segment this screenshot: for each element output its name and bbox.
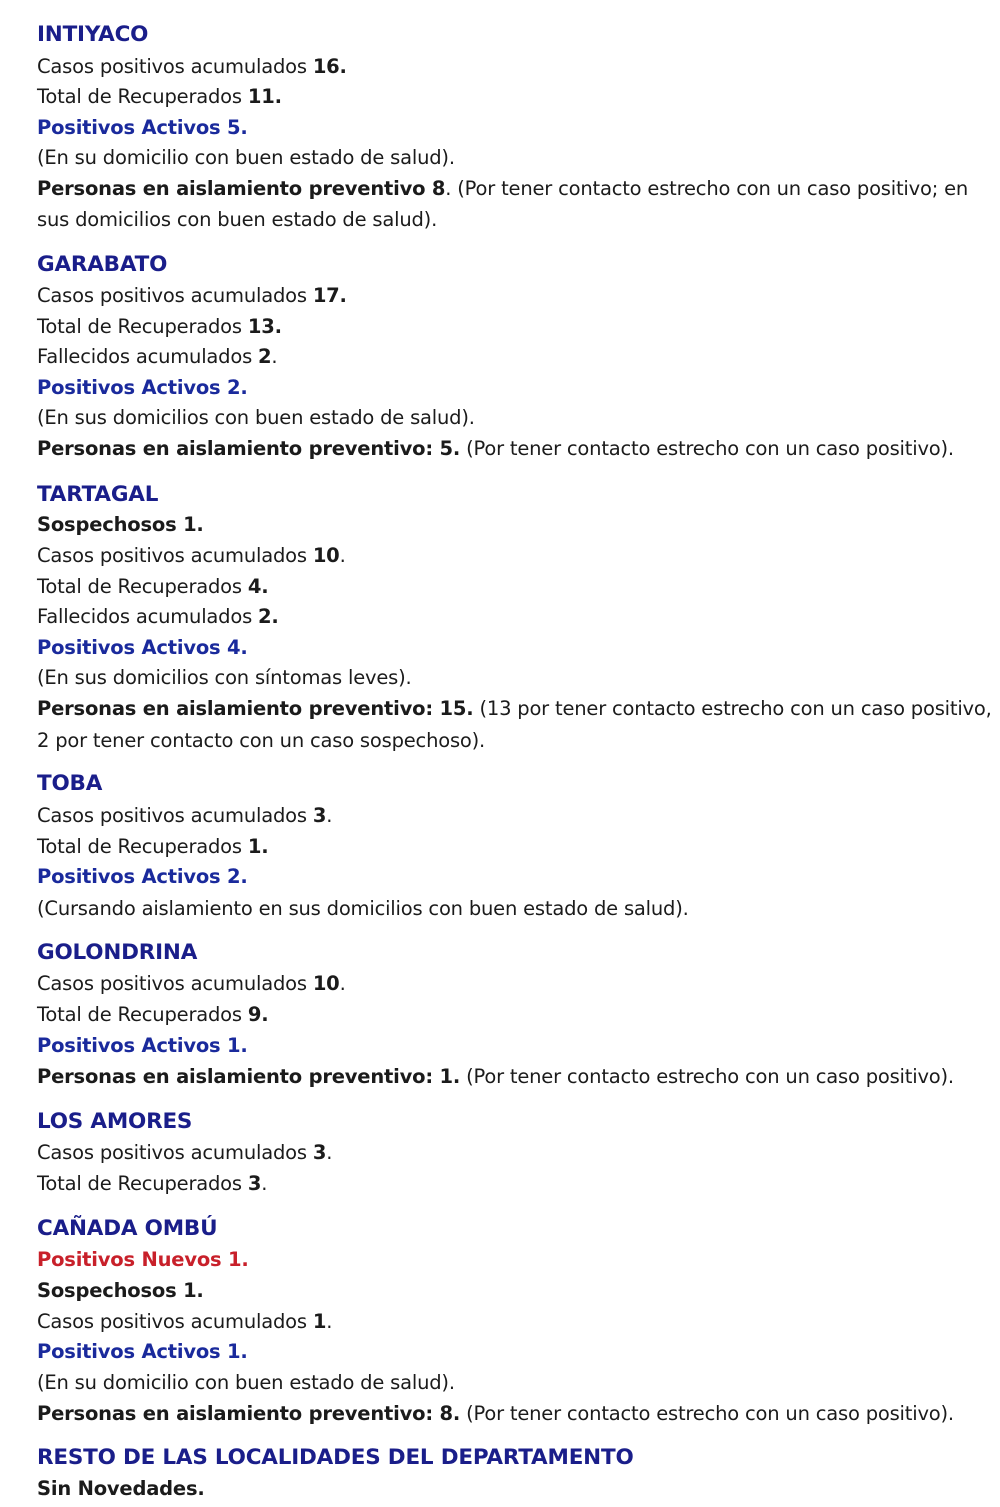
section-title: RESTO DE LAS LOCALIDADES DEL DEPARTAMENTO [37,1445,634,1470]
text-segment: . [326,1310,333,1333]
text-segment: Casos positivos acumulados [37,972,313,995]
text-segment: . (Por tener contacto estrecho con un caso positivo; en [445,177,969,200]
text-segment: . [326,1141,333,1164]
text-segment: . [326,804,333,827]
text-segment: Casos positivos acumulados [37,55,313,78]
bold-text: Sospechosos 1. [37,1279,204,1302]
text-line [37,283,347,309]
text-segment: Total de Recuperados [37,575,248,598]
text-line [37,1171,267,1197]
text-segment: 2 por tener contacto con un caso sospechoso). [37,729,486,752]
text-segment: (En sus domicilios con buen estado de salud). [37,406,475,429]
text-segment: sus domicilios con buen estado de salud). [37,208,438,231]
text-segment: Total de Recuperados [37,315,248,338]
bold-text: Personas en aislamiento preventivo: 1. [37,1065,461,1088]
text-line [37,1278,204,1304]
text-line [37,145,455,171]
bold-text: Positivos Nuevos 1. [37,1248,249,1271]
text-segment: Total de Recuperados [37,1003,248,1026]
text-line [37,1370,455,1396]
text-line [37,54,347,80]
text-line [37,84,282,110]
text-line [37,1339,248,1365]
text-segment: (Por tener contacto estrecho con un caso positivo). [460,1065,954,1088]
section-title: GARABATO [37,252,168,277]
text-line [37,207,437,233]
text-segment: . [261,1172,268,1195]
section-title: CAÑADA OMBÚ [37,1216,218,1241]
text-line [37,1309,332,1335]
bold-text: 3 [312,1141,327,1164]
bold-text: 16. [312,55,347,78]
bold-text: Positivos Activos 2. [37,865,248,888]
bold-text: 3 [247,1172,262,1195]
bold-text: 1. [247,835,269,858]
text-segment: Casos positivos acumulados [37,1141,313,1164]
bold-text: Positivos Activos 5. [37,116,248,139]
text-segment: Casos positivos acumulados [37,284,313,307]
bold-text: 3 [312,804,327,827]
bold-text: 10 [312,972,340,995]
bold-text: 2. [258,605,279,628]
bold-text: Sin Novedades. [37,1477,205,1500]
text-line [37,1064,954,1090]
section-title: LOS AMORES [37,1109,193,1134]
text-line [37,1401,954,1427]
text-line [37,696,992,722]
section-title: GOLONDRINA [37,940,198,965]
text-line [37,971,346,997]
text-segment: (Cursando aislamiento en sus domicilios con buen estado de salud). [37,897,689,920]
text-segment: Fallecidos acumulados [37,345,259,368]
bold-text: 2 [258,345,272,368]
text-line [37,344,277,370]
bold-text: Personas en aislamiento preventivo: 15. [37,697,474,720]
text-line [37,405,475,431]
text-line [37,543,346,569]
text-line [37,512,204,538]
bold-text: 1 [312,1310,327,1333]
text-segment: . [339,972,346,995]
bold-text: Positivos Activos 1. [37,1034,248,1057]
text-segment: Total de Recuperados [37,1172,248,1195]
bold-text: 10 [312,544,340,567]
bold-text: 13. [247,315,282,338]
section-title: INTIYACO [37,22,149,47]
text-line [37,115,248,141]
bold-text: Positivos Activos 2. [37,376,248,399]
text-segment: Fallecidos acumulados [37,605,259,628]
text-line [37,635,248,661]
text-segment: (En sus domicilios con síntomas leves). [37,666,412,689]
section-title: TARTAGAL [37,482,159,507]
text-segment: Casos positivos acumulados [37,804,313,827]
text-line [37,1033,248,1059]
text-line [37,574,268,600]
text-segment: (En su domicilio con buen estado de salud). [37,146,455,169]
bold-text: Personas en aislamiento preventivo: 8. [37,1402,461,1425]
text-line [37,1140,332,1166]
section-title: TOBA [37,771,103,796]
text-line [37,1247,249,1273]
text-line [37,834,268,860]
text-line [37,1476,205,1502]
bold-text: Positivos Activos 4. [37,636,248,659]
bold-text: Personas en aislamiento preventivo: 5. [37,437,461,460]
text-line [37,436,954,462]
text-segment: (13 por tener contacto estrecho con un caso positivo, [473,697,992,720]
text-line [37,176,968,202]
text-segment: (En su domicilio con buen estado de salud). [37,1371,455,1394]
text-line [37,375,248,401]
bold-text: 9. [247,1003,269,1026]
bold-text: 17. [312,284,347,307]
text-segment: Total de Recuperados [37,85,248,108]
text-segment: Casos positivos acumulados [37,544,313,567]
bold-text: 11. [247,85,282,108]
text-segment: Total de Recuperados [37,835,248,858]
bold-text: Personas en aislamiento preventivo 8 [37,177,446,200]
text-segment: (Por tener contacto estrecho con un caso positivo). [460,1402,954,1425]
text-segment: . [339,544,346,567]
bold-text: Positivos Activos 1. [37,1340,248,1363]
text-line [37,803,332,829]
bold-text: Sospechosos 1. [37,513,204,536]
text-line [37,665,412,691]
text-line [37,604,279,630]
text-line [37,864,248,890]
text-segment: . [271,345,278,368]
bold-text: 4. [247,575,269,598]
text-segment: (Por tener contacto estrecho con un caso positivo). [460,437,954,460]
text-line [37,728,485,754]
text-line [37,314,282,340]
text-segment: Casos positivos acumulados [37,1310,313,1333]
text-line [37,896,689,922]
text-line [37,1002,268,1028]
